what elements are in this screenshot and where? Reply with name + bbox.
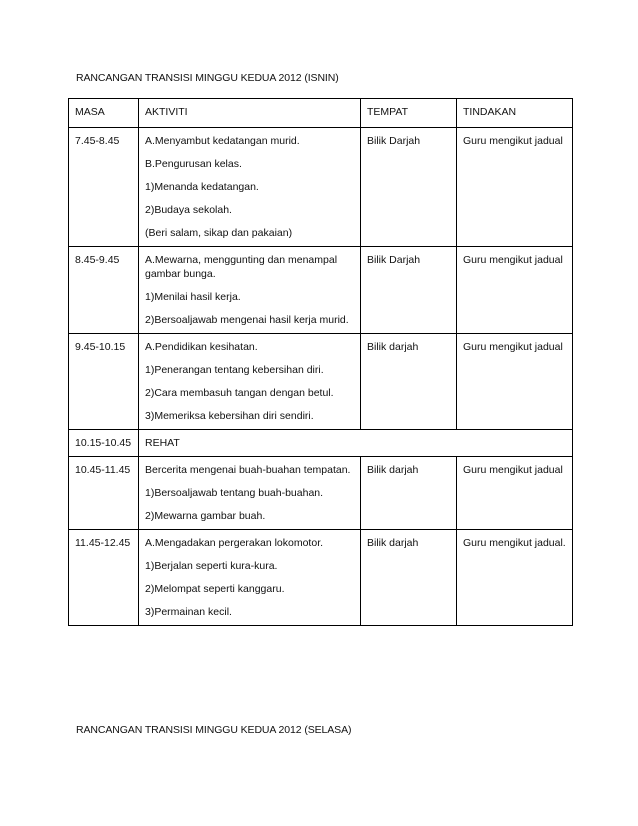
table-row [69, 247, 573, 334]
cell-tempat: Bilik Darjah [361, 128, 457, 247]
activity-line: Bercerita mengenai buah-buahan tempatan. [145, 464, 351, 476]
table-row [69, 128, 573, 247]
cell-tindakan: Guru mengikut jadual [457, 457, 573, 530]
activity-line: 2)Budaya sekolah. [145, 204, 232, 216]
table-row [69, 530, 573, 626]
activity-line: 1)Berjalan seperti kura-kura. [145, 560, 278, 572]
schedule-table [68, 98, 573, 626]
header-aktiviti: AKTIVITI [139, 99, 361, 128]
activity-line: A.Pendidikan kesihatan. [145, 341, 258, 353]
cell-masa: 10.45-11.45 [69, 457, 139, 530]
cell-tindakan: Guru mengikut jadual [457, 334, 573, 430]
cell-aktiviti [139, 128, 361, 247]
activity-line: 1)Menanda kedatangan. [145, 181, 259, 193]
activity-line: 3)Memeriksa kebersihan diri sendiri. [145, 410, 314, 422]
cell-masa: 10.15-10.45 [69, 430, 139, 457]
header-tindakan: TINDAKAN [457, 99, 573, 128]
cell-masa: 8.45-9.45 [69, 247, 139, 334]
table-row [69, 334, 573, 430]
activity-line: 2)Cara membasuh tangan dengan betul. [145, 387, 334, 399]
activity-line: A.Menyambut kedatangan murid. [145, 135, 300, 147]
cell-tempat: Bilik Darjah [361, 247, 457, 334]
cell-aktiviti [139, 457, 361, 530]
table-header-row [69, 99, 573, 128]
activity-line: A.Mewarna, menggunting dan menampal gambar bunga. [145, 254, 338, 280]
cell-tempat: Bilik darjah [361, 530, 457, 626]
header-tempat: TEMPAT [361, 99, 457, 128]
activity-line: 1)Menilai hasil kerja. [145, 291, 241, 303]
activity-line: 2)Mewarna gambar buah. [145, 510, 266, 522]
activity-line: B.Pengurusan kelas. [145, 158, 242, 170]
activity-line: 3)Permainan kecil. [145, 606, 232, 618]
activity-line: (Beri salam, sikap dan pakaian) [145, 227, 293, 239]
activity-line: 1)Bersoaljawab tentang buah-buahan. [145, 487, 324, 499]
cell-rehat: REHAT [139, 430, 573, 457]
activity-line: A.Mengadakan pergerakan lokomotor. [145, 537, 324, 549]
table-row-break [69, 430, 573, 457]
cell-tindakan: Guru mengikut jadual. [457, 530, 573, 626]
cell-tempat: Bilik darjah [361, 334, 457, 430]
schedule-heading-monday: RANCANGAN TRANSISI MINGGU KEDUA 2012 (ISNIN) [76, 72, 339, 84]
cell-masa: 11.45-12.45 [69, 530, 139, 626]
cell-tindakan: Guru mengikut jadual [457, 247, 573, 334]
cell-masa: 9.45-10.15 [69, 334, 139, 430]
activity-line: 2)Melompat seperti kanggaru. [145, 583, 285, 595]
cell-aktiviti [139, 247, 361, 334]
cell-masa: 7.45-8.45 [69, 128, 139, 247]
cell-tempat: Bilik darjah [361, 457, 457, 530]
cell-aktiviti [139, 530, 361, 626]
activity-line: 1)Penerangan tentang kebersihan diri. [145, 364, 324, 376]
schedule-heading-tuesday: RANCANGAN TRANSISI MINGGU KEDUA 2012 (SELASA) [76, 724, 352, 736]
activity-line: 2)Bersoaljawab mengenai hasil kerja murid. [145, 314, 349, 326]
cell-tindakan: Guru mengikut jadual [457, 128, 573, 247]
cell-aktiviti [139, 334, 361, 430]
header-masa: MASA [69, 99, 139, 128]
table-row [69, 457, 573, 530]
